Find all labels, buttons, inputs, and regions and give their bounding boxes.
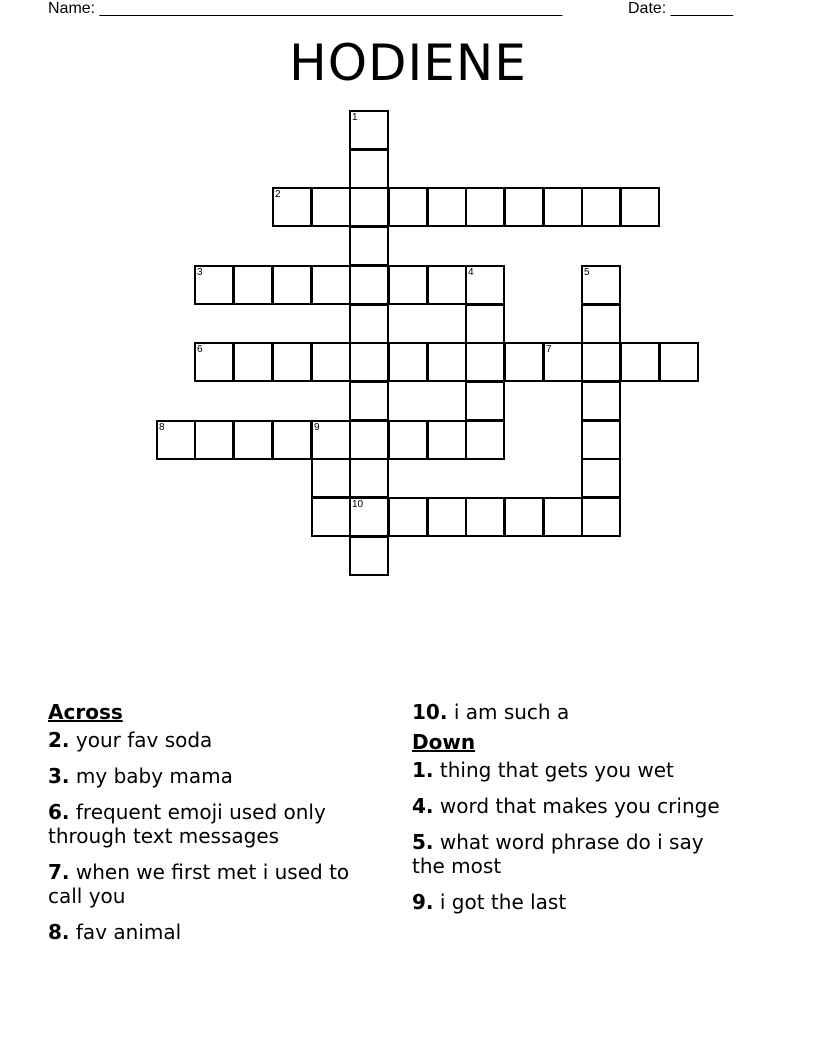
date-field-label: Date: _______	[628, 0, 733, 17]
clue-text: thing that gets you wet	[439, 758, 674, 782]
cell-number: 6	[197, 344, 203, 355]
grid-cell[interactable]	[272, 342, 312, 382]
grid-cell[interactable]	[349, 420, 389, 460]
grid-cell[interactable]	[504, 187, 544, 227]
grid-cell[interactable]	[465, 381, 505, 421]
grid-cell[interactable]	[427, 497, 467, 537]
clue-text: when we first met i used to call you	[48, 860, 350, 908]
down-heading: Down	[412, 730, 476, 754]
grid-cell[interactable]	[581, 187, 621, 227]
grid-cell[interactable]	[233, 420, 273, 460]
cell-number: 1	[352, 112, 358, 123]
grid-cell-8[interactable]	[156, 420, 196, 460]
down-clue-4: 4. word that makes you cringe	[412, 794, 720, 818]
grid-cell[interactable]	[581, 381, 621, 421]
clue-text: i got the last	[439, 890, 567, 914]
across-clue-8: 8. fav animal	[48, 920, 182, 944]
clue-number: 8	[48, 920, 62, 944]
grid-cell[interactable]	[465, 342, 505, 382]
grid-cell-3[interactable]	[194, 265, 234, 305]
clue-number: 3	[48, 764, 62, 788]
clue-text: i am such a	[453, 700, 570, 724]
grid-cell[interactable]	[659, 342, 699, 382]
grid-cell[interactable]	[543, 497, 583, 537]
across-clue-7: 7. when we first met i used to call you	[48, 860, 350, 908]
grid-cell[interactable]	[233, 265, 273, 305]
clue-text: what word phrase do i say the most	[412, 830, 704, 878]
grid-cell[interactable]	[581, 497, 621, 537]
across-clue-10: 10. i am such a	[412, 700, 570, 724]
cell-number: 8	[159, 422, 165, 433]
grid-cell-4[interactable]	[465, 265, 505, 305]
clue-text: my baby mama	[75, 764, 233, 788]
grid-cell[interactable]	[311, 265, 351, 305]
clues-column-right	[412, 700, 742, 926]
cell-number: 3	[197, 267, 203, 278]
grid-cell[interactable]	[349, 304, 389, 344]
clue-number: 5	[412, 830, 426, 854]
grid-cell[interactable]	[349, 342, 389, 382]
grid-cell[interactable]	[388, 497, 428, 537]
grid-cell[interactable]	[543, 187, 583, 227]
grid-cell[interactable]	[427, 342, 467, 382]
grid-cell[interactable]	[388, 420, 428, 460]
grid-cell[interactable]	[311, 342, 351, 382]
clue-number: 10	[412, 700, 440, 724]
grid-cell[interactable]	[349, 226, 389, 266]
grid-cell[interactable]	[388, 342, 428, 382]
clue-text: frequent emoji used only through text messages	[48, 800, 326, 848]
grid-cell[interactable]	[233, 342, 273, 382]
grid-cell[interactable]	[349, 536, 389, 576]
grid-cell[interactable]	[620, 342, 660, 382]
across-clue-3: 3. my baby mama	[48, 764, 233, 788]
across-clue-2: 2. your fav soda	[48, 728, 213, 752]
clue-text: fav animal	[75, 920, 182, 944]
grid-cell[interactable]	[349, 458, 389, 498]
grid-cell[interactable]	[388, 187, 428, 227]
grid-cell[interactable]	[620, 187, 660, 227]
grid-cell[interactable]	[465, 304, 505, 344]
cell-number: 5	[584, 267, 590, 278]
puzzle-title: HODIENE	[289, 34, 527, 92]
grid-cell-1[interactable]	[349, 110, 389, 150]
clue-text: your fav soda	[75, 728, 213, 752]
grid-cell[interactable]	[311, 458, 351, 498]
cell-number: 4	[468, 267, 474, 278]
cell-number: 9	[314, 422, 320, 433]
grid-cell[interactable]	[272, 420, 312, 460]
across-heading: Across	[48, 700, 123, 724]
clue-number: 7	[48, 860, 62, 884]
across-clue-6: 6. frequent emoji used only through text messages	[48, 800, 326, 848]
cell-number: 10	[352, 499, 364, 510]
grid-cell[interactable]	[504, 342, 544, 382]
grid-cell[interactable]	[272, 265, 312, 305]
grid-cell[interactable]	[581, 342, 621, 382]
clue-number: 4	[412, 794, 426, 818]
grid-cell-7[interactable]	[543, 342, 583, 382]
down-clue-1: 1. thing that gets you wet	[412, 758, 674, 782]
grid-cell[interactable]	[465, 497, 505, 537]
grid-cell-10[interactable]	[349, 497, 389, 537]
clue-number: 6	[48, 800, 62, 824]
cell-number: 2	[275, 189, 281, 200]
grid-cell[interactable]	[465, 187, 505, 227]
grid-cell[interactable]	[194, 420, 234, 460]
clue-number: 2	[48, 728, 62, 752]
grid-cell[interactable]	[311, 497, 351, 537]
grid-cell-9[interactable]	[311, 420, 351, 460]
grid-cell-6[interactable]	[194, 342, 234, 382]
grid-cell[interactable]	[581, 304, 621, 344]
grid-cell[interactable]	[504, 497, 544, 537]
grid-cell[interactable]	[349, 149, 389, 189]
grid-cell[interactable]	[465, 420, 505, 460]
grid-cell[interactable]	[427, 265, 467, 305]
clue-text: word that makes you cringe	[439, 794, 720, 818]
grid-cell-5[interactable]	[581, 265, 621, 305]
grid-cell-2[interactable]	[272, 187, 312, 227]
down-clue-5: 5. what word phrase do i say the most	[412, 830, 704, 878]
clues-column-left	[48, 700, 378, 956]
grid-cell[interactable]	[427, 420, 467, 460]
grid-cell[interactable]	[349, 381, 389, 421]
grid-cell[interactable]	[349, 265, 389, 305]
cell-number: 7	[546, 344, 552, 355]
name-field-label: Name: ____________________________________________________	[48, 0, 563, 17]
grid-cell[interactable]	[427, 187, 467, 227]
clue-number: 9	[412, 890, 426, 914]
clue-number: 1	[412, 758, 426, 782]
grid-cell[interactable]	[581, 458, 621, 498]
grid-cell[interactable]	[311, 187, 351, 227]
grid-cell[interactable]	[581, 420, 621, 460]
grid-cell[interactable]	[388, 265, 428, 305]
grid-cell[interactable]	[349, 187, 389, 227]
down-clue-9: 9. i got the last	[412, 890, 567, 914]
